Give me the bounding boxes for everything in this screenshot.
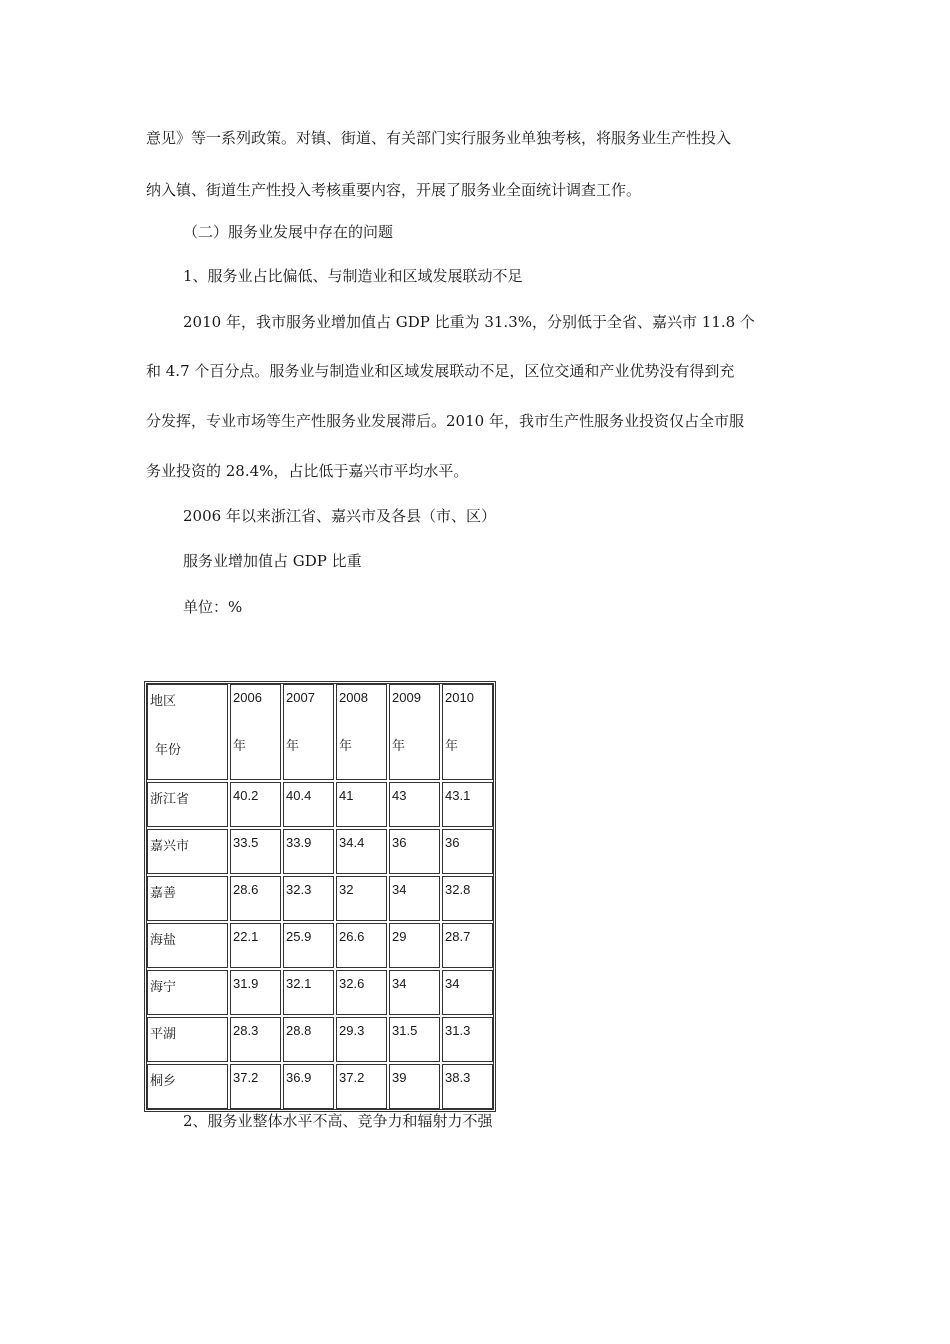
- table-header-row: [147, 684, 493, 780]
- header-cell-year: [283, 684, 334, 780]
- table-row: [147, 782, 493, 827]
- paragraph-policy-line-1: 意见》等一系列政策。对镇、街道、有关部门实行服务业单独考核，将服务业生产性投入: [146, 129, 732, 147]
- region-label: 浙江省: [150, 792, 190, 807]
- table-row: [147, 970, 493, 1015]
- header-bottom-label: 年: [392, 739, 406, 754]
- region-label: 嘉兴市: [150, 839, 190, 854]
- value-cell: [336, 1017, 387, 1062]
- subheading-2: 2、服务业整体水平不高、竞争力和辐射力不强: [183, 1112, 493, 1130]
- subheading-1: 1、服务业占比偏低、与制造业和区域发展联动不足: [183, 267, 523, 285]
- header-top-label: 地区: [150, 694, 177, 709]
- value-cell: [389, 829, 440, 874]
- table-row: [147, 829, 493, 874]
- value-cell: [389, 923, 440, 968]
- region-cell: [147, 829, 228, 874]
- value-text: 43.1: [445, 788, 471, 803]
- table-row: [147, 876, 493, 921]
- value-cell: [389, 970, 440, 1015]
- value-cell: [442, 876, 493, 921]
- region-cell: [147, 923, 228, 968]
- value-cell: [230, 970, 281, 1015]
- section-heading: （二）服务业发展中存在的问题: [183, 223, 394, 241]
- value-text: 41: [339, 788, 354, 803]
- value-text: 37.2: [339, 1070, 365, 1085]
- header-cell-year: [230, 684, 281, 780]
- value-text: 28.7: [445, 929, 471, 944]
- value-text: 32.8: [445, 882, 471, 897]
- value-text: 28.3: [233, 1023, 259, 1038]
- value-text: 36: [392, 835, 407, 850]
- value-cell: [283, 1064, 334, 1109]
- value-cell: [230, 829, 281, 874]
- paragraph-share-line-1: 2010 年，我市服务业增加值占 GDP 比重为 31.3%，分别低于全省、嘉兴市 11.8 个: [183, 313, 755, 331]
- header-bottom-label: 年份: [155, 743, 182, 758]
- paragraph-share-line-3: 分发挥，专业市场等生产性服务业发展滞后。2010 年，我市生产性服务业投资仅占全市服: [146, 412, 744, 430]
- table-row: [147, 1017, 493, 1062]
- value-cell: [230, 1064, 281, 1109]
- header-top-label: 2007: [286, 690, 315, 705]
- table-body: [147, 684, 493, 1109]
- header-bottom-label: 年: [445, 739, 459, 754]
- region-cell: [147, 1017, 228, 1062]
- header-top-label: 2010: [445, 690, 474, 705]
- value-text: 26.6: [339, 929, 365, 944]
- value-text: 33.9: [286, 835, 312, 850]
- value-text: 29: [392, 929, 407, 944]
- value-text: 34.4: [339, 835, 365, 850]
- header-top-label: 2009: [392, 690, 421, 705]
- region-label: 海宁: [150, 980, 177, 995]
- table-unit: 单位：%: [183, 598, 243, 616]
- region-label: 嘉善: [150, 886, 177, 901]
- value-text: 34: [445, 976, 460, 991]
- value-cell: [336, 876, 387, 921]
- value-cell: [230, 876, 281, 921]
- value-text: 34: [392, 976, 407, 991]
- value-cell: [283, 782, 334, 827]
- value-text: 25.9: [286, 929, 312, 944]
- value-cell: [389, 782, 440, 827]
- value-cell: [442, 1064, 493, 1109]
- value-text: 32.6: [339, 976, 365, 991]
- value-cell: [336, 782, 387, 827]
- value-text: 31.5: [392, 1023, 418, 1038]
- value-text: 39: [392, 1070, 407, 1085]
- header-top-label: 2008: [339, 690, 368, 705]
- value-text: 36: [445, 835, 460, 850]
- value-text: 40.4: [286, 788, 312, 803]
- value-cell: [283, 923, 334, 968]
- header-bottom-label: 年: [233, 739, 247, 754]
- value-text: 34: [392, 882, 407, 897]
- value-cell: [283, 1017, 334, 1062]
- header-top-label: 2006: [233, 690, 262, 705]
- value-text: 36.9: [286, 1070, 312, 1085]
- value-cell: [283, 876, 334, 921]
- value-cell: [230, 923, 281, 968]
- value-cell: [389, 1017, 440, 1062]
- value-cell: [442, 923, 493, 968]
- value-text: 28.6: [233, 882, 259, 897]
- value-text: 37.2: [233, 1070, 259, 1085]
- table-row: [147, 1064, 493, 1109]
- value-cell: [336, 970, 387, 1015]
- value-cell: [283, 829, 334, 874]
- region-cell: [147, 970, 228, 1015]
- value-text: 28.8: [286, 1023, 312, 1038]
- value-cell: [389, 876, 440, 921]
- value-cell: [442, 1017, 493, 1062]
- region-label: 桐乡: [150, 1074, 177, 1089]
- value-text: 32: [339, 882, 354, 897]
- gdp-share-table: [144, 681, 496, 1112]
- header-cell-year: [389, 684, 440, 780]
- value-cell: [336, 1064, 387, 1109]
- value-text: 33.5: [233, 835, 259, 850]
- value-cell: [336, 829, 387, 874]
- region-label: 海盐: [150, 933, 177, 948]
- value-text: 31.3: [445, 1023, 471, 1038]
- region-cell: [147, 1064, 228, 1109]
- region-label: 平湖: [150, 1027, 177, 1042]
- value-cell: [336, 923, 387, 968]
- table-title-line-2: 服务业增加值占 GDP 比重: [183, 552, 362, 570]
- value-text: 38.3: [445, 1070, 471, 1085]
- value-cell: [230, 1017, 281, 1062]
- header-cell-region-year: [147, 684, 228, 780]
- paragraph-share-line-4: 务业投资的 28.4%，占比低于嘉兴市平均水平。: [146, 462, 469, 480]
- region-cell: [147, 876, 228, 921]
- region-cell: [147, 782, 228, 827]
- value-text: 40.2: [233, 788, 259, 803]
- table-row: [147, 923, 493, 968]
- paragraph-policy-line-2: 纳入镇、街道生产性投入考核重要内容，开展了服务业全面统计调查工作。: [146, 181, 642, 199]
- paragraph-share-line-2: 和 4.7 个百分点。服务业与制造业和区域发展联动不足，区位交通和产业优势没有得到充: [146, 362, 735, 380]
- header-cell-year: [336, 684, 387, 780]
- value-text: 31.9: [233, 976, 259, 991]
- value-text: 32.3: [286, 882, 312, 897]
- table-title-line-1: 2006 年以来浙江省、嘉兴市及各县（市、区）: [183, 507, 496, 525]
- value-cell: [283, 970, 334, 1015]
- value-cell: [442, 782, 493, 827]
- value-text: 22.1: [233, 929, 259, 944]
- header-bottom-label: 年: [339, 739, 353, 754]
- header-bottom-label: 年: [286, 739, 300, 754]
- value-cell: [442, 970, 493, 1015]
- value-cell: [389, 1064, 440, 1109]
- value-text: 32.1: [286, 976, 312, 991]
- value-text: 29.3: [339, 1023, 365, 1038]
- header-cell-year: [442, 684, 493, 780]
- value-text: 43: [392, 788, 407, 803]
- value-cell: [230, 782, 281, 827]
- value-cell: [442, 829, 493, 874]
